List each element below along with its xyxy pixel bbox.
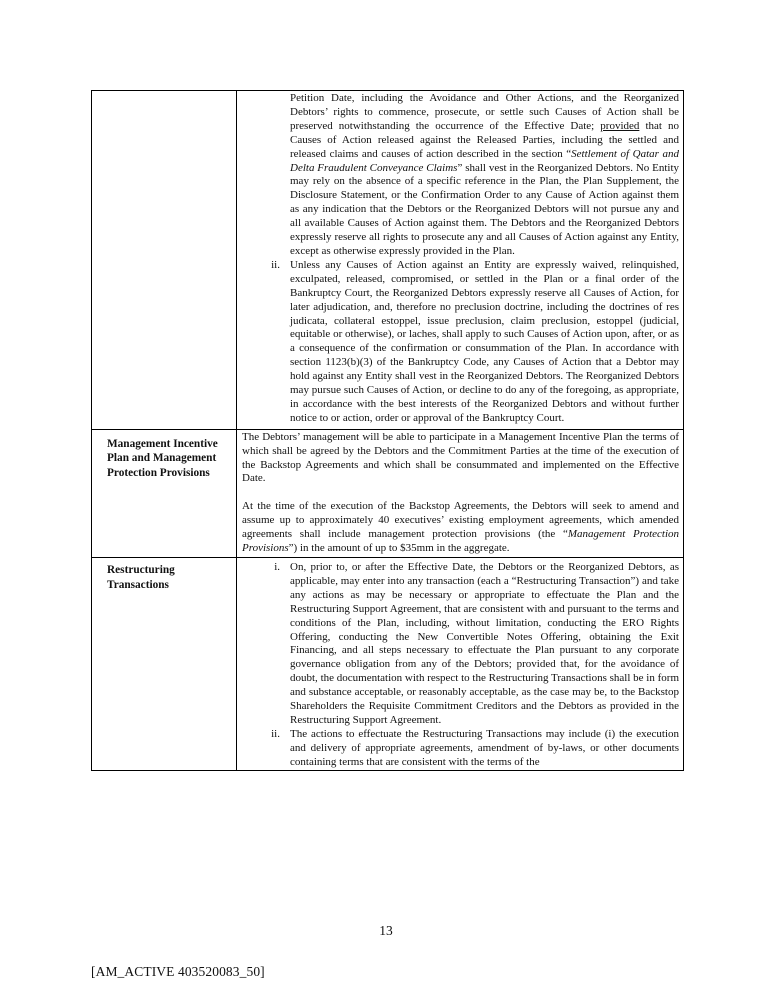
row-content-cell bbox=[237, 429, 684, 557]
list-item-text: The actions to effectuate the Restructuring Transactions may include (i) the execution and delivery of appropriate agreements, amendment of by-laws, or other documents containing terms that are consistent with the terms of the bbox=[290, 727, 679, 768]
list-item-number: ii. bbox=[271, 258, 280, 271]
numbered-list bbox=[237, 558, 683, 770]
table-row bbox=[92, 91, 684, 430]
term-sheet-table bbox=[91, 90, 684, 771]
list-item-number: ii. bbox=[271, 727, 280, 740]
list-item-text: Unless any Causes of Action against an Entity are expressly waived, relinquished, exculpated, released, compromised, or settled in the Plan or a final order of the Bankruptcy Court, the Reorganized Debtors expressly reserve all Causes of Action, for later adjudication, and, therefore no preclusion doctrine, including the doctrines of res judicata, collateral estoppel, issue preclusion, claim preclusion, estoppel (judicial, equitable or otherwise), or laches, shall apply to such Causes of Action upon, after, or as a consequence of the confirmation or consummation of the Plan. In accordance with section 1123(b)(3) of the Bankruptcy Code, any Causes of Action that a Debtor may hold against any Entity shall vest in the Reorganized Debtors. The Reorganized Debtors may pursue such Causes of Action, or decline to do any of the foregoing, as appropriate, in accordance with the best interests of the Reorganized Debtors and without further notice to or action, order or approval of the Bankruptcy Court. bbox=[290, 258, 679, 424]
text-segment: ” shall vest in the Reorganized Debtors. No Entity may rely on the absence of a specific reference in the Plan, the Plan Supplement, the Disclosure Statement, or the Confirmation Order to any Cause of Action against them as any indication that the Debtors or the Reorganized Debtors will not pursue any and all available Causes of Action against them. The Debtors and the Reorganized Debtors expressly reserve all rights to prosecute any and all Causes of Action against any Entity, except as otherwise expressly provided in the Plan. bbox=[290, 161, 680, 257]
row-label-cell bbox=[92, 558, 237, 771]
table-row bbox=[92, 429, 684, 557]
list-item-text bbox=[290, 92, 679, 259]
table-row bbox=[92, 558, 684, 771]
row-content-cell bbox=[237, 558, 684, 771]
row-label bbox=[92, 91, 236, 95]
list-item bbox=[247, 728, 679, 770]
italic-term: Management Protection Provisions bbox=[242, 528, 680, 555]
document-id: [AM_ACTIVE 403520083_50] bbox=[91, 964, 265, 979]
row-label: Management Incentive Plan and Management Protection Provisions bbox=[107, 437, 218, 479]
row-content-cell bbox=[237, 91, 684, 430]
list-item bbox=[247, 561, 679, 728]
paragraph bbox=[242, 500, 679, 556]
underlined-term: provided bbox=[600, 119, 640, 132]
text-segment: At the time of the execution of the Backstop Agreements, the Debtors will seek to amend and assume up to approximately 40 executives’ existing employment agreements, which amended agreements shall include management protection provisions (the “ bbox=[242, 500, 679, 541]
list-item bbox=[247, 92, 679, 259]
text-segment: ”) in the amount of up to $35mm in the aggregate. bbox=[288, 542, 510, 555]
paragraph-block bbox=[237, 430, 683, 557]
paragraph: The Debtors’ management will be able to participate in a Management Incentive Plan the terms of which shall be agreed by the Debtors and the Commitment Parties at the time of the execution of the Backstop Agreements and which shall be consummated and implemented on the Effective Date. bbox=[242, 430, 679, 485]
text-segment: that no Causes of Action released against the Released Parties, including the settled and released claims and causes of action described in the section “ bbox=[290, 119, 679, 160]
list-item-number: i. bbox=[274, 561, 280, 573]
numbered-list bbox=[237, 91, 683, 429]
list-item-text: On, prior to, or after the Effective Date, the Debtors or the Reorganized Debtors, as applicable, may enter into any transaction (each a “Restructuring Transaction”) and take any actions as may be necessary or appropriate to effectuate the Plan and the Restructuring Support Agreement, that are consistent with and pursuant to the terms and conditions of the Plan, including, without limitation, conducting the ERO Rights Offering, conducting the New Convertible Notes Offering, obtaining the Exit Financing, and all steps necessary to effectuate the Plan pursuant to any corporate governance obligation from any of the Debtors; provided that, for the avoidance of doubt, the documentation with respect to the Restructuring Transactions shall be in form and substance acceptable, or reasonably acceptable, as the case may be, to the Backstop Shareholders the Requisite Commitment Creditors and the Debtors as provided in the Restructuring Support Agreement. bbox=[290, 561, 679, 726]
text-segment: Petition Date, including the Avoidance and Other Actions, and the Reorganized Debtors’ rights to commence, prosecute, or settle such Causes of Action shall be preserved notwithstanding the occurrence of the Effective Date; bbox=[290, 92, 679, 132]
italic-term: Settlement of Qatar and Delta Fraudulent Conveyance Claims bbox=[290, 147, 680, 174]
list-item bbox=[247, 259, 679, 426]
list-item-number bbox=[247, 92, 290, 259]
row-label: Restructuring Transactions bbox=[107, 564, 175, 591]
page-number: 13 bbox=[379, 923, 393, 938]
row-label-cell bbox=[92, 91, 237, 430]
row-label-cell bbox=[92, 429, 237, 557]
